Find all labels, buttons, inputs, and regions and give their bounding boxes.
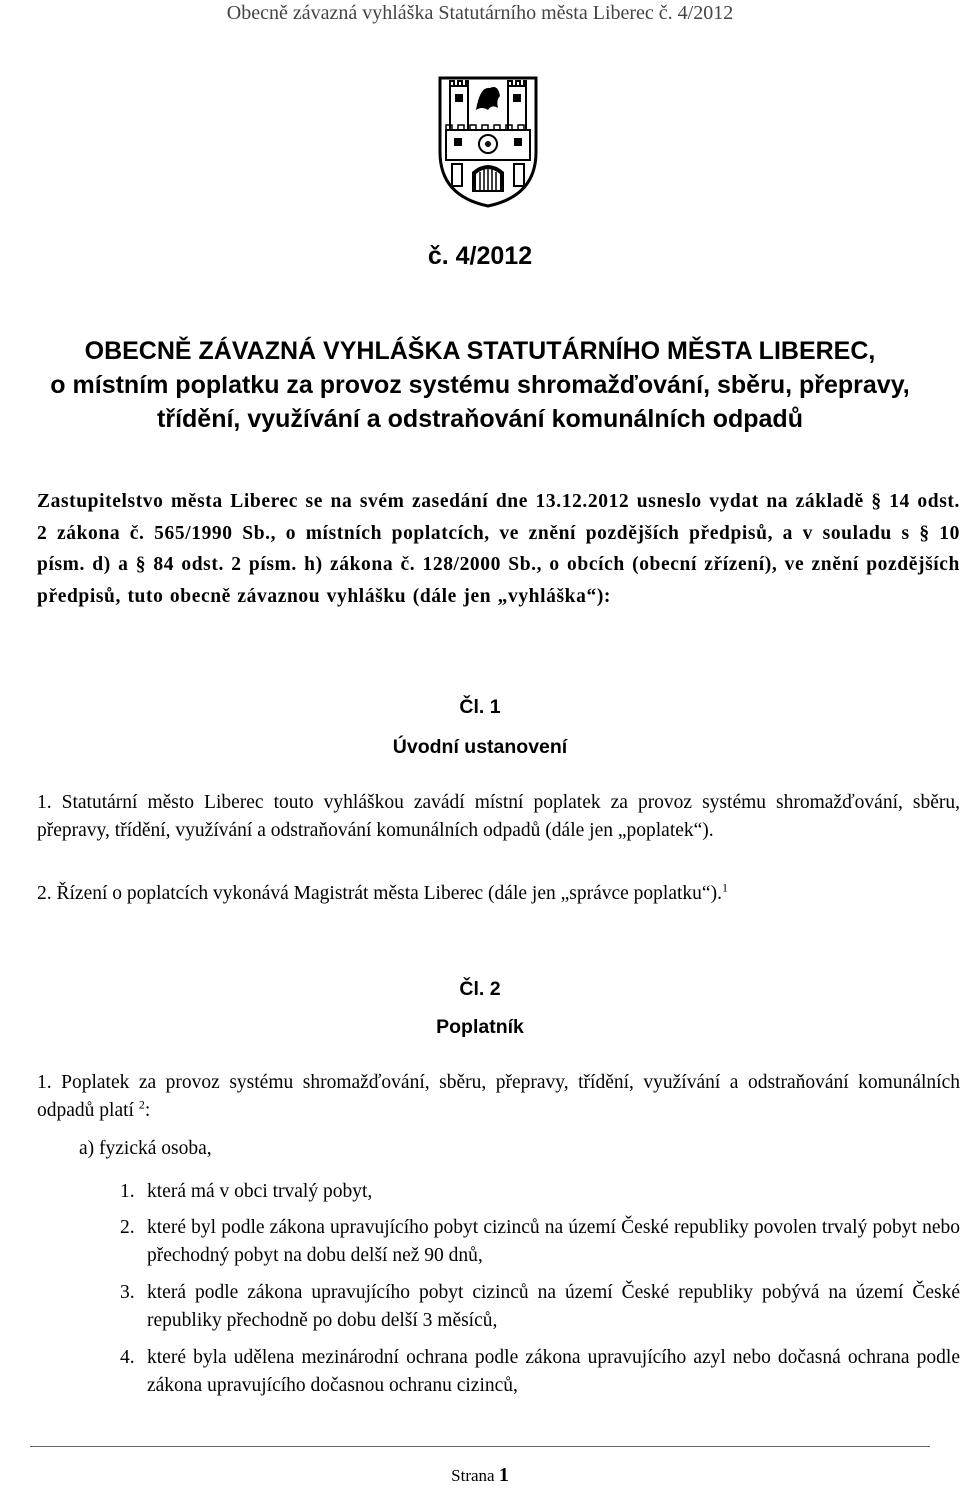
title-line-1: OBECNĚ ZÁVAZNÁ VYHLÁŠKA STATUTÁRNÍHO MĚSTA LIBEREC, — [84, 337, 876, 365]
running-header: Obecně závazná vyhláška Statutárního města Liberec č. 4/2012 — [226, 2, 734, 24]
list-item-number: 2. — [120, 1217, 135, 1238]
list-item-number: 1. — [120, 1181, 135, 1202]
article-1-heading: Úvodní ustanovení — [392, 736, 568, 758]
document-number: č. 4/2012 — [427, 242, 533, 270]
article-1-number: Čl. 1 — [459, 696, 501, 718]
list-item-text: která má v obci trvalý pobyt, — [147, 1181, 373, 1202]
footnote-ref-2[interactable]: 2 — [138, 1097, 145, 1112]
article-1-paragraph-1: 1. Statutární město Liberec touto vyhláškou zavádí místní poplatek za provoz systému shromažďování, sběru, přepravy, třídění, využívání a odstraňování komunálních odpadů (dále jen „poplatek“). — [37, 792, 960, 841]
footer-divider — [30, 1446, 930, 1447]
title-line-3: třídění, využívání a odstraňování komunálních odpadů — [157, 405, 803, 433]
page-label: Strana — [451, 1466, 495, 1485]
footnote-ref-1[interactable]: 1 — [721, 880, 728, 895]
article-2-number: Čl. 2 — [459, 978, 501, 1000]
list-item-number: 4. — [120, 1347, 135, 1368]
article-2-heading: Poplatník — [436, 1016, 524, 1038]
list-item-text: které byla udělena mezinárodní ochrana podle zákona upravujícího azyl nebo dočasná ochrana podle zákona upravujícího dočasnou ochranu cizinců, — [147, 1347, 960, 1396]
list-item-number: 3. — [120, 1282, 135, 1303]
article-1-paragraph-2 — [37, 880, 960, 908]
article-2-paragraph-1-text: 1. Poplatek za provoz systému shromažďování, sběru, přepravy, třídění, využívání a odstraňování komunálních odpadů platí — [37, 1072, 960, 1121]
preamble: Zastupitelstvo města Liberec se na svém zasedání dne 13.12.2012 usneslo vydat na základě § 14 odst. 2 zákona č. 565/1990 Sb., o místních poplatcích, ve znění pozdějších předpisů, a v souladu s § 10 písm. d) a § 84 odst. 2 písm. h) zákona č. 128/2000 Sb., o obcích (obecní zřízení), ve znění pozdějších předpisů, tuto obecně závaznou vyhlášku (dále jen „vyhláška“): — [37, 491, 960, 607]
page-footer — [0, 1464, 960, 1487]
article-2-paragraph-1 — [37, 1069, 960, 1125]
document-title — [40, 334, 920, 436]
list-item — [120, 1344, 960, 1400]
city-coat-of-arms — [436, 74, 540, 208]
item-a: a) fyzická osoba, — [79, 1138, 212, 1159]
list-item — [120, 1214, 960, 1270]
article-1-paragraph-2-text: 2. Řízení o poplatcích vykonává Magistrát města Liberec (dále jen „správce poplatku“). — [37, 883, 722, 904]
article-2-paragraph-1-end: : — [144, 1100, 151, 1121]
title-line-2: o místním poplatku za provoz systému shromažďování, sběru, přepravy, — [50, 371, 910, 399]
list-item-text: která podle zákona upravujícího pobyt cizinců na území České republiky pobývá na území České republiky přechodně po dobu delší 3 měsíců, — [147, 1282, 960, 1331]
page-number: 1 — [498, 1464, 509, 1486]
list-item — [120, 1279, 960, 1335]
list-item — [120, 1178, 960, 1206]
list-item-text: které byl podle zákona upravujícího pobyt cizinců na území České republiky povolen trvalý pobyt nebo přechodný pobyt na dobu delší než 90 dnů, — [147, 1217, 960, 1266]
